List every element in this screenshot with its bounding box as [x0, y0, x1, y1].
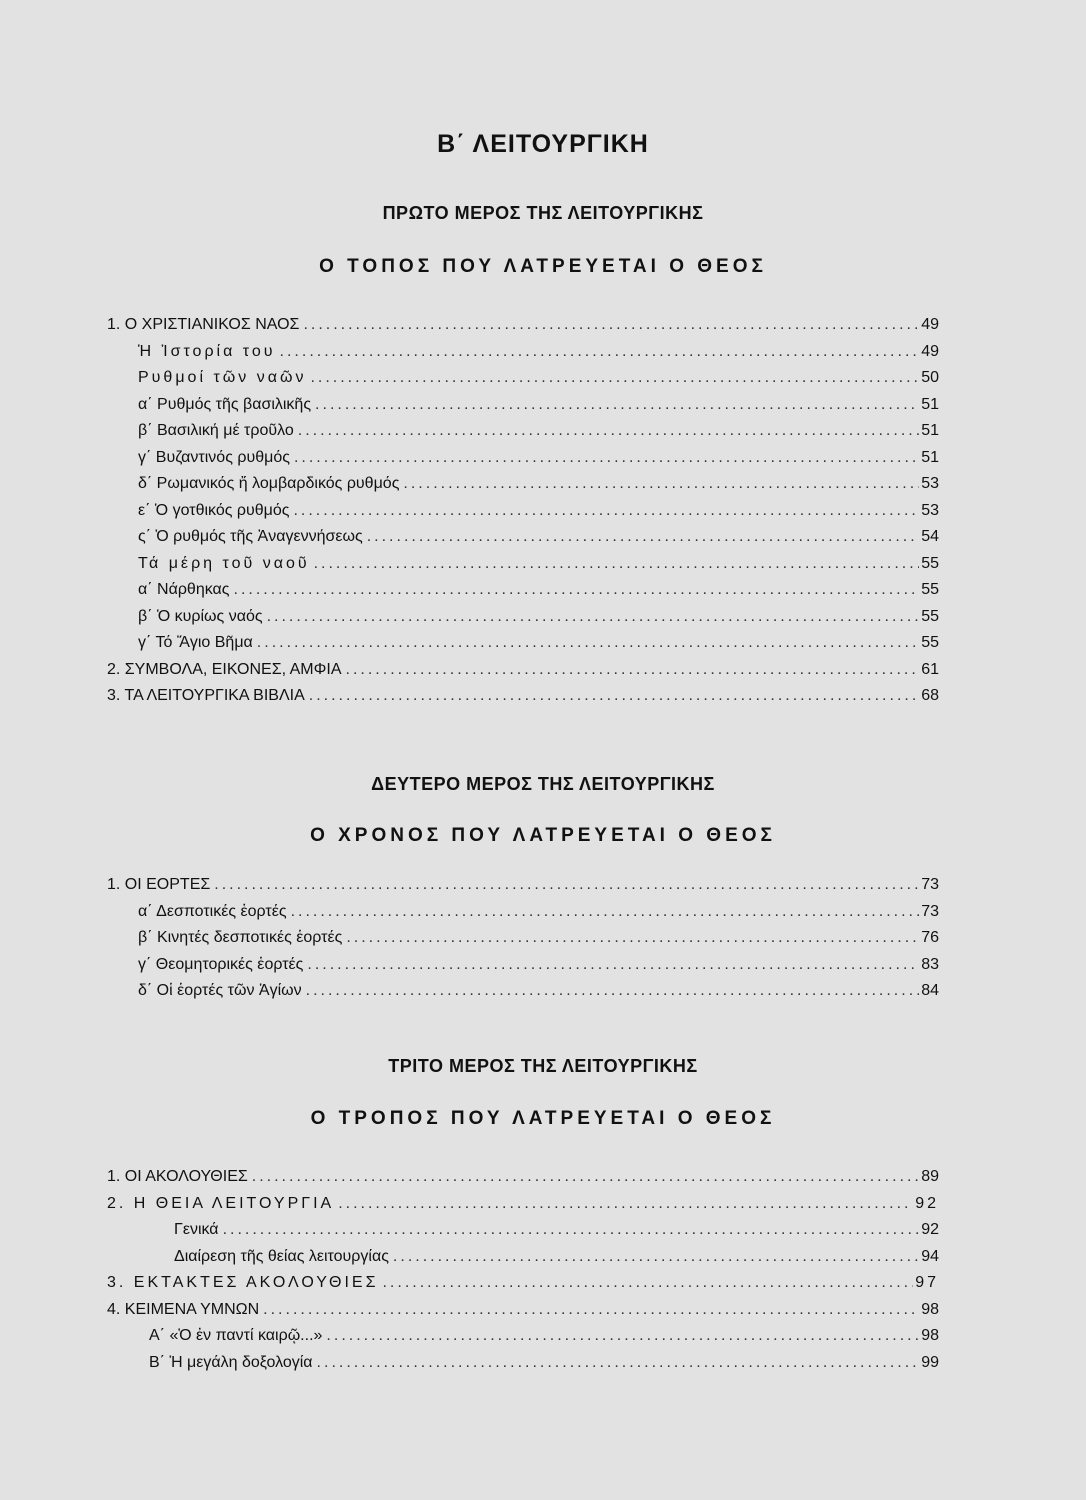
part-2-toc: [107, 872, 939, 1005]
toc-entry: [107, 1244, 939, 1271]
toc-entry: [107, 683, 939, 710]
toc-entry-page: 55: [921, 607, 939, 625]
leader-dots: [338, 1191, 913, 1218]
toc-entry: [107, 978, 939, 1005]
toc-entry-label: γ΄ Τό Ἅγιο Βῆμα: [138, 634, 253, 651]
leader-dots: [234, 577, 920, 604]
toc-entry-label: 1. ΟΙ ΕΟΡΤΕΣ: [107, 876, 211, 893]
toc-entry-label: 2. ΣΥΜΒΟΛΑ, ΕΙΚΟΝΕΣ, ΑΜΦΙΑ: [107, 660, 342, 678]
toc-entry-label: γ΄ Θεομητορικές ἑορτές: [138, 955, 304, 973]
toc-entry-label: 2. Η ΘΕΙΑ ΛΕΙΤΟΥΡΓΙΑ: [107, 1194, 335, 1212]
leader-dots: [280, 339, 920, 366]
toc-entry-page: 98: [921, 1327, 939, 1344]
toc-entry-page: 50: [921, 369, 939, 386]
toc-entry-page: 49: [921, 342, 939, 360]
toc-entry-page: 51: [921, 395, 939, 413]
toc-entry-page: 68: [921, 687, 939, 704]
toc-entry-page: 51: [921, 422, 939, 439]
toc-entry-page: 97: [915, 1274, 939, 1291]
toc-entry-label: δ΄ Ρωμανικός ἤ λομβαρδικός ρυθμός: [138, 475, 400, 492]
toc-entry: [107, 630, 939, 657]
toc-entry: [107, 1217, 939, 1244]
toc-entry-label: γ΄ Βυζαντινός ρυθμός: [138, 448, 290, 466]
leader-dots: [346, 925, 919, 952]
leader-dots: [303, 312, 919, 339]
toc-entry: [107, 498, 939, 525]
toc-entry-label: 3. ΕΚΤΑΚΤΕΣ ΑΚΟΛΟΥΘΙΕΣ: [107, 1274, 379, 1291]
part-3-subheading: Ο ΤΡΟΠΟΣ ΠΟΥ ΛΑΤΡΕΥΕΤΑΙ Ο ΘΕΟΣ: [310, 1108, 776, 1129]
toc-entry-label: α΄ Δεσποτικές ἑορτές: [138, 902, 287, 920]
leader-dots: [309, 683, 919, 710]
part-2-heading: ΔΕΥΤΕΡΟ ΜΕΡΟΣ ΤΗΣ ΛΕΙΤΟΥΡΓΙΚΗΣ: [371, 774, 715, 794]
toc-entry: [107, 551, 939, 578]
toc-entry-label: Ρυθμοί τῶν ναῶν: [138, 369, 307, 386]
toc-entry-page: 98: [921, 1300, 939, 1318]
leader-dots: [403, 471, 919, 498]
leader-dots: [294, 445, 919, 472]
toc-entry: [107, 1164, 939, 1191]
toc-entry-page: 99: [921, 1353, 939, 1371]
toc-entry-label: δ΄ Οἱ ἑορτές τῶν Ἁγίων: [138, 982, 302, 999]
part-2-subheading: Ο ΧΡΟΝΟΣ ΠΟΥ ΛΑΤΡΕΥΕΤΑΙ Ο ΘΕΟΣ: [310, 825, 776, 846]
toc-entry-label: ς΄ Ὁ ρυθμός τῆς Ἀναγεννήσεως: [138, 528, 363, 545]
toc-entry-page: 55: [921, 634, 939, 651]
toc-entry: [107, 604, 939, 631]
toc-entry-page: 55: [921, 554, 939, 572]
toc-entry: [107, 1270, 939, 1297]
toc-entry-label: 4. ΚΕΙΜΕΝΑ ΥΜΝΩΝ: [107, 1300, 260, 1318]
toc-entry-page: 73: [921, 902, 939, 920]
toc-entry-label: Διαίρεση τῆς θείας λειτουργίας: [174, 1247, 389, 1265]
leader-dots: [267, 604, 920, 631]
toc-entry-label: ε΄ Ὁ γοτθικός ρυθμός: [138, 501, 290, 519]
leader-dots: [326, 1323, 919, 1350]
toc-entry: [107, 471, 939, 498]
toc-entry-label: 1. ΟΙ ΑΚΟΛΟΥΘΙΕΣ: [107, 1168, 248, 1185]
toc-entry-page: 94: [921, 1247, 939, 1265]
part-1-heading: ΠΡΩΤΟ ΜΕΡΟΣ ΤΗΣ ΛΕΙΤΟΥΡΓΙΚΗΣ: [382, 203, 704, 223]
toc-entry: [107, 445, 939, 472]
toc-entry: [107, 312, 939, 339]
toc-entry-page: 89: [921, 1168, 939, 1185]
toc-entry-page: 53: [921, 501, 939, 519]
part-3-toc: [107, 1164, 939, 1376]
leader-dots: [317, 1350, 920, 1377]
toc-entry-label: 1. Ο ΧΡΙΣΤΙΑΝΙΚΟΣ ΝΑΟΣ: [107, 316, 300, 333]
leader-dots: [393, 1244, 919, 1271]
leader-dots: [314, 551, 920, 578]
toc-entry-label: α΄ Ρυθμός τῆς βασιλικῆς: [138, 395, 312, 413]
leader-dots: [223, 1217, 920, 1244]
page-title: Β΄ ΛΕΙΤΟΥΡΓΙΚΗ: [437, 130, 649, 158]
toc-entry-page: 84: [921, 982, 939, 999]
toc-entry-label: β΄ Ὁ κυρίως ναός: [138, 607, 263, 625]
toc-entry: [107, 1297, 939, 1324]
toc-entry-page: 53: [921, 475, 939, 492]
leader-dots: [382, 1270, 913, 1297]
toc-entry-label: Β΄ Ἡ μεγάλη δοξολογία: [149, 1353, 313, 1371]
toc-entry-label: Ἡ Ἱστορία του: [138, 342, 276, 360]
toc-entry: [107, 1350, 939, 1377]
leader-dots: [214, 872, 919, 899]
toc-entry: [107, 952, 939, 979]
toc-entry-page: 83: [921, 955, 939, 973]
toc-entry-label: α΄ Νάρθηκας: [138, 581, 230, 598]
leader-dots: [298, 418, 919, 445]
toc-entry: [107, 1191, 939, 1218]
leader-dots: [315, 392, 919, 419]
toc-entry: [107, 339, 939, 366]
toc-entry-page: 55: [921, 581, 939, 598]
leader-dots: [367, 524, 919, 551]
toc-entry: [107, 925, 939, 952]
toc-entry-page: 51: [921, 448, 939, 466]
toc-entry-label: Α΄ «Ὁ ἐν παντί καιρῷ...»: [149, 1327, 323, 1344]
toc-entry: [107, 418, 939, 445]
part-1-subheading: Ο ΤΟΠΟΣ ΠΟΥ ΛΑΤΡΕΥΕΤΑΙ Ο ΘΕΟΣ: [319, 256, 767, 277]
leader-dots: [306, 978, 920, 1005]
toc-entry-page: 49: [921, 316, 939, 333]
toc-entry: [107, 872, 939, 899]
leader-dots: [293, 498, 919, 525]
toc-entry: [107, 524, 939, 551]
leader-dots: [263, 1297, 919, 1324]
toc-entry-page: 92: [915, 1194, 939, 1212]
toc-entry-label: 3. ΤΑ ΛΕΙΤΟΥΡΓΙΚΑ ΒΙΒΛΙΑ: [107, 687, 305, 704]
toc-entry: [107, 657, 939, 684]
leader-dots: [346, 657, 920, 684]
toc-entry-label: Τά μέρη τοῦ ναοῦ: [138, 554, 310, 572]
leader-dots: [291, 899, 920, 926]
leader-dots: [257, 630, 919, 657]
toc-entry: [107, 899, 939, 926]
leader-dots: [252, 1164, 919, 1191]
toc-entry-page: 76: [921, 929, 939, 946]
toc-entry: [107, 365, 939, 392]
toc-entry-label: β΄ Κινητές δεσποτικές ἑορτές: [138, 929, 343, 946]
toc-entry-page: 61: [921, 660, 939, 678]
leader-dots: [307, 952, 919, 979]
toc-entry-label: Γενικά: [174, 1221, 219, 1238]
toc-entry-label: β΄ Βασιλική μέ τροῦλο: [138, 422, 294, 439]
part-3-heading: ΤΡΙΤΟ ΜΕΡΟΣ ΤΗΣ ΛΕΙΤΟΥΡΓΙΚΗΣ: [388, 1056, 698, 1076]
toc-entry: [107, 392, 939, 419]
toc-entry: [107, 577, 939, 604]
part-1-toc: [107, 312, 939, 710]
toc-entry: [107, 1323, 939, 1350]
toc-entry-page: 73: [921, 876, 939, 893]
toc-entry-page: 92: [921, 1221, 939, 1238]
toc-entry-page: 54: [921, 528, 939, 545]
leader-dots: [310, 365, 919, 392]
